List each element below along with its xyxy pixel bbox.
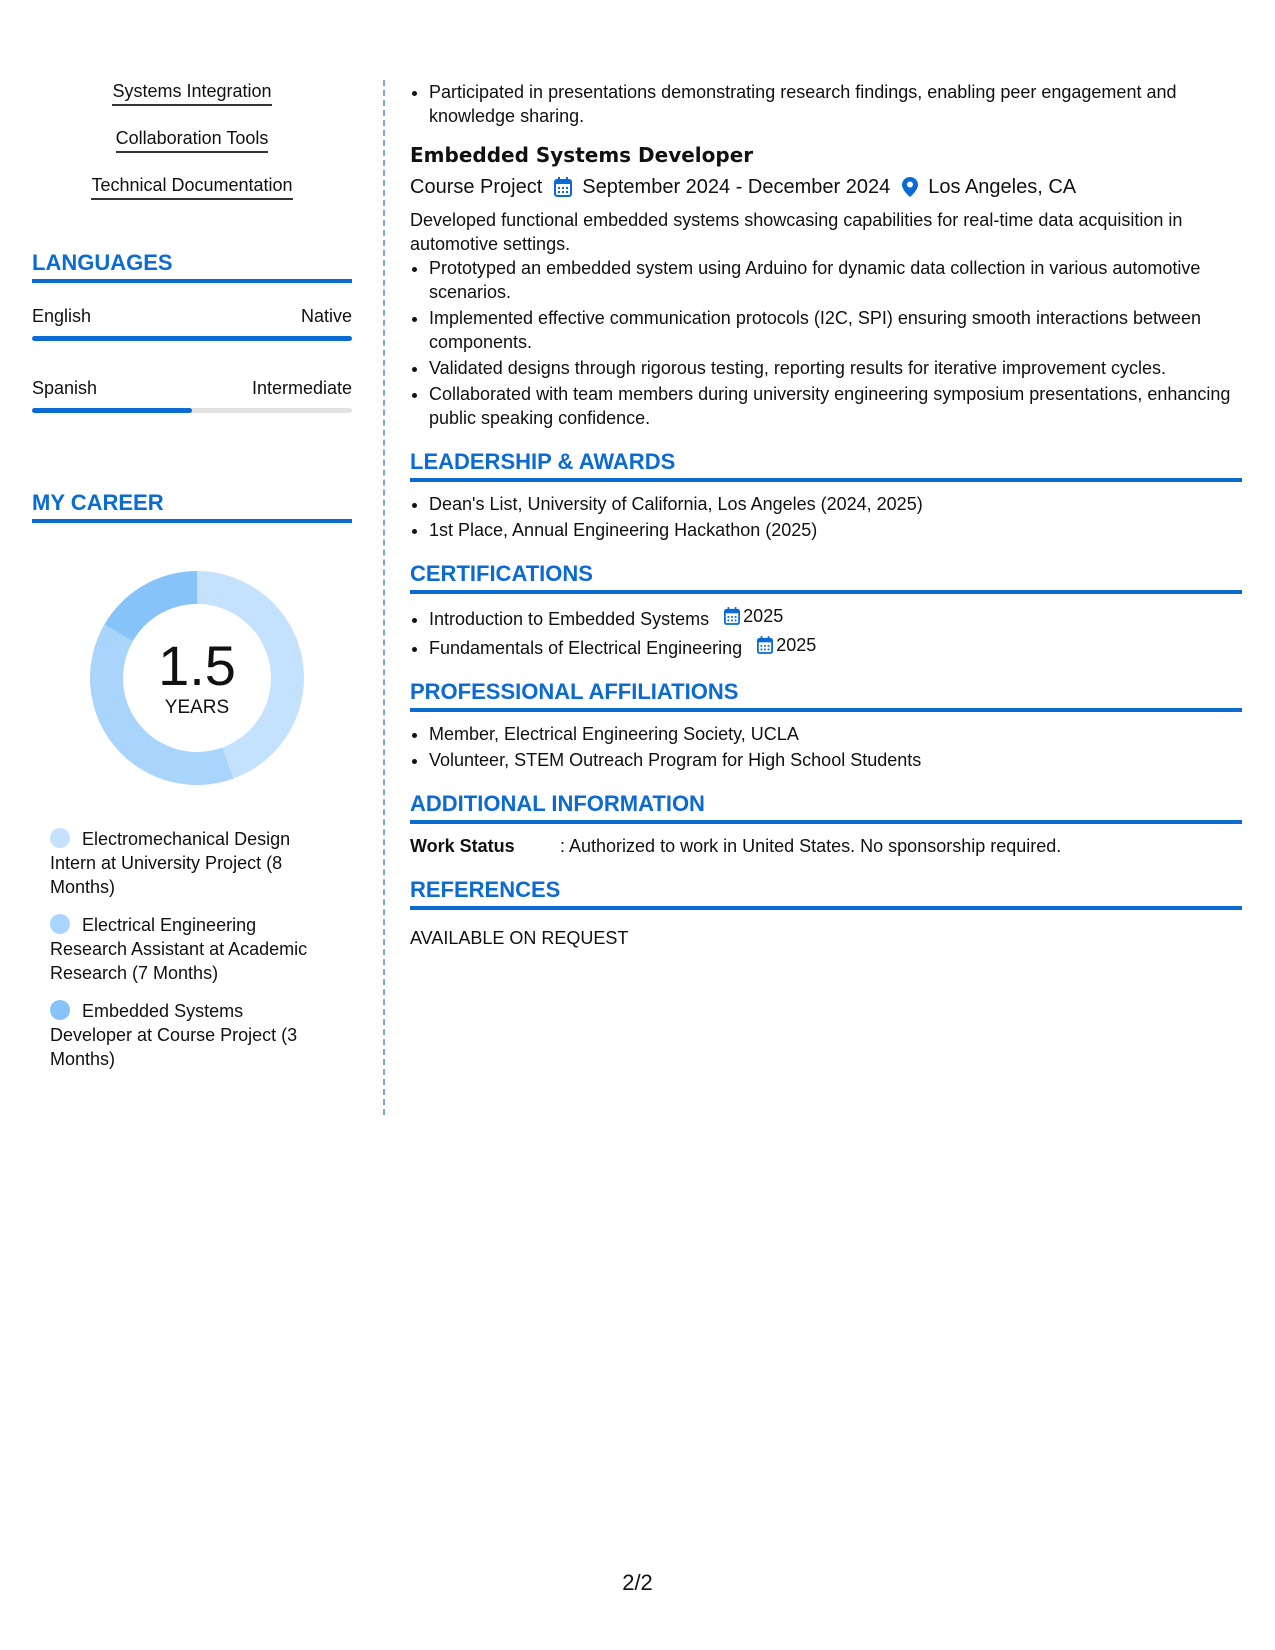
leadership-heading: LEADERSHIP & AWARDS (410, 448, 1242, 482)
skills-list (32, 80, 352, 221)
additional-info-heading: ADDITIONAL INFORMATION (410, 790, 1242, 824)
career-total-unit: YEARS (164, 697, 230, 718)
job-description: Developed functional embedded systems showcasing capabilities for real-time data acquisition in automotive settings. (410, 210, 1183, 254)
language-name: English (32, 306, 92, 326)
legend-dot (50, 828, 70, 848)
left-column (32, 80, 352, 1085)
certification-name: Fundamentals of Electrical Engineering (429, 638, 743, 658)
job-location: Los Angeles, CA (928, 176, 1077, 198)
language-level: Native (300, 306, 352, 326)
job-company: Course Project (410, 176, 543, 198)
bullet-item: • Prototyped an embedded system using Arduino for dynamic data collection in various automotive scenarios. (429, 256, 1242, 304)
leadership-list (410, 492, 1242, 542)
bullet-item: • 1st Place, Annual Engineering Hackathon (2025) (429, 518, 1242, 542)
career-total-value: 1.5 (158, 634, 236, 697)
legend-label: Embedded Systems Developer at Course Project (3 Months) (50, 1001, 298, 1069)
certifications-list (410, 604, 1242, 660)
certification-year: 2025 (743, 606, 784, 626)
job-title: Embedded Systems Developer (410, 143, 754, 167)
job-dates: September 2024 - December 2024 (582, 176, 891, 198)
skill-item: Systems Integration (112, 80, 271, 106)
map-pin-icon (902, 177, 918, 197)
language-bar (32, 408, 352, 413)
bullet-item: • Member, Electrical Engineering Society, UCLA (429, 722, 1242, 746)
legend-label: Electrical Engineering Research Assistant at Academic Research (7 Months) (50, 915, 308, 983)
skill-item: Collaboration Tools (116, 127, 269, 153)
affiliations-list (410, 722, 1242, 772)
certifications-heading: CERTIFICATIONS (410, 560, 1242, 594)
career-legend (50, 827, 330, 1071)
language-bar-fill (32, 408, 192, 413)
language-bar (32, 336, 352, 341)
work-status-label: Work Status (410, 836, 515, 856)
legend-label: Electromechanical Design Intern at University Project (8 Months) (50, 829, 291, 897)
page-number: 2/2 (622, 1570, 653, 1595)
calendar-icon (554, 177, 572, 197)
bullet-item: • Participated in presentations demonstrating research findings, enabling peer engagement and knowledge sharing. (429, 80, 1242, 128)
work-status-value: : Authorized to work in United States. No sponsorship required. (560, 836, 1062, 856)
language-item (32, 377, 352, 413)
certification-item (429, 604, 1242, 631)
right-column (410, 80, 1242, 950)
work-status-row (410, 834, 1242, 858)
career-heading: MY CAREER (32, 489, 352, 523)
references-heading: REFERENCES (410, 876, 1242, 910)
donut-center (82, 563, 312, 793)
career-donut-chart (82, 563, 312, 793)
bullet-item: • Implemented effective communication protocols (I2C, SPI) ensuring smooth interactions between components. (429, 306, 1242, 354)
legend-item (50, 827, 330, 899)
prev-job-bullets (410, 80, 1242, 128)
certification-name: Introduction to Embedded Systems (429, 609, 710, 629)
bullet-item: • Dean's List, University of California, Los Angeles (2024, 2025) (429, 492, 1242, 516)
references-text: AVAILABLE ON REQUEST (410, 928, 629, 948)
certification-date (724, 604, 783, 628)
languages-heading: LANGUAGES (32, 249, 352, 283)
column-divider (383, 80, 385, 1115)
legend-dot (50, 1000, 70, 1020)
legend-item (50, 999, 330, 1071)
affiliations-heading: PROFESSIONAL AFFILIATIONS (410, 678, 1242, 712)
language-name: Spanish (32, 378, 98, 398)
job-bullets (410, 256, 1242, 430)
legend-dot (50, 914, 70, 934)
bullet-item: • Validated designs through rigorous testing, reporting results for iterative improvement cycles. (429, 356, 1242, 380)
language-level: Intermediate (251, 378, 352, 398)
calendar-icon (757, 636, 773, 654)
legend-item (50, 913, 330, 985)
certification-date (757, 633, 816, 657)
job-meta (410, 174, 1242, 200)
certification-year: 2025 (776, 635, 817, 655)
bullet-item: • Volunteer, STEM Outreach Program for High School Students (429, 748, 1242, 772)
skill-item: Technical Documentation (91, 174, 292, 200)
language-bar-fill (32, 336, 352, 341)
certification-item (429, 633, 1242, 660)
language-item (32, 305, 352, 341)
calendar-icon (724, 607, 740, 625)
bullet-item: • Collaborated with team members during university engineering symposium presentations, enhancing public speaking confidence. (429, 382, 1242, 430)
